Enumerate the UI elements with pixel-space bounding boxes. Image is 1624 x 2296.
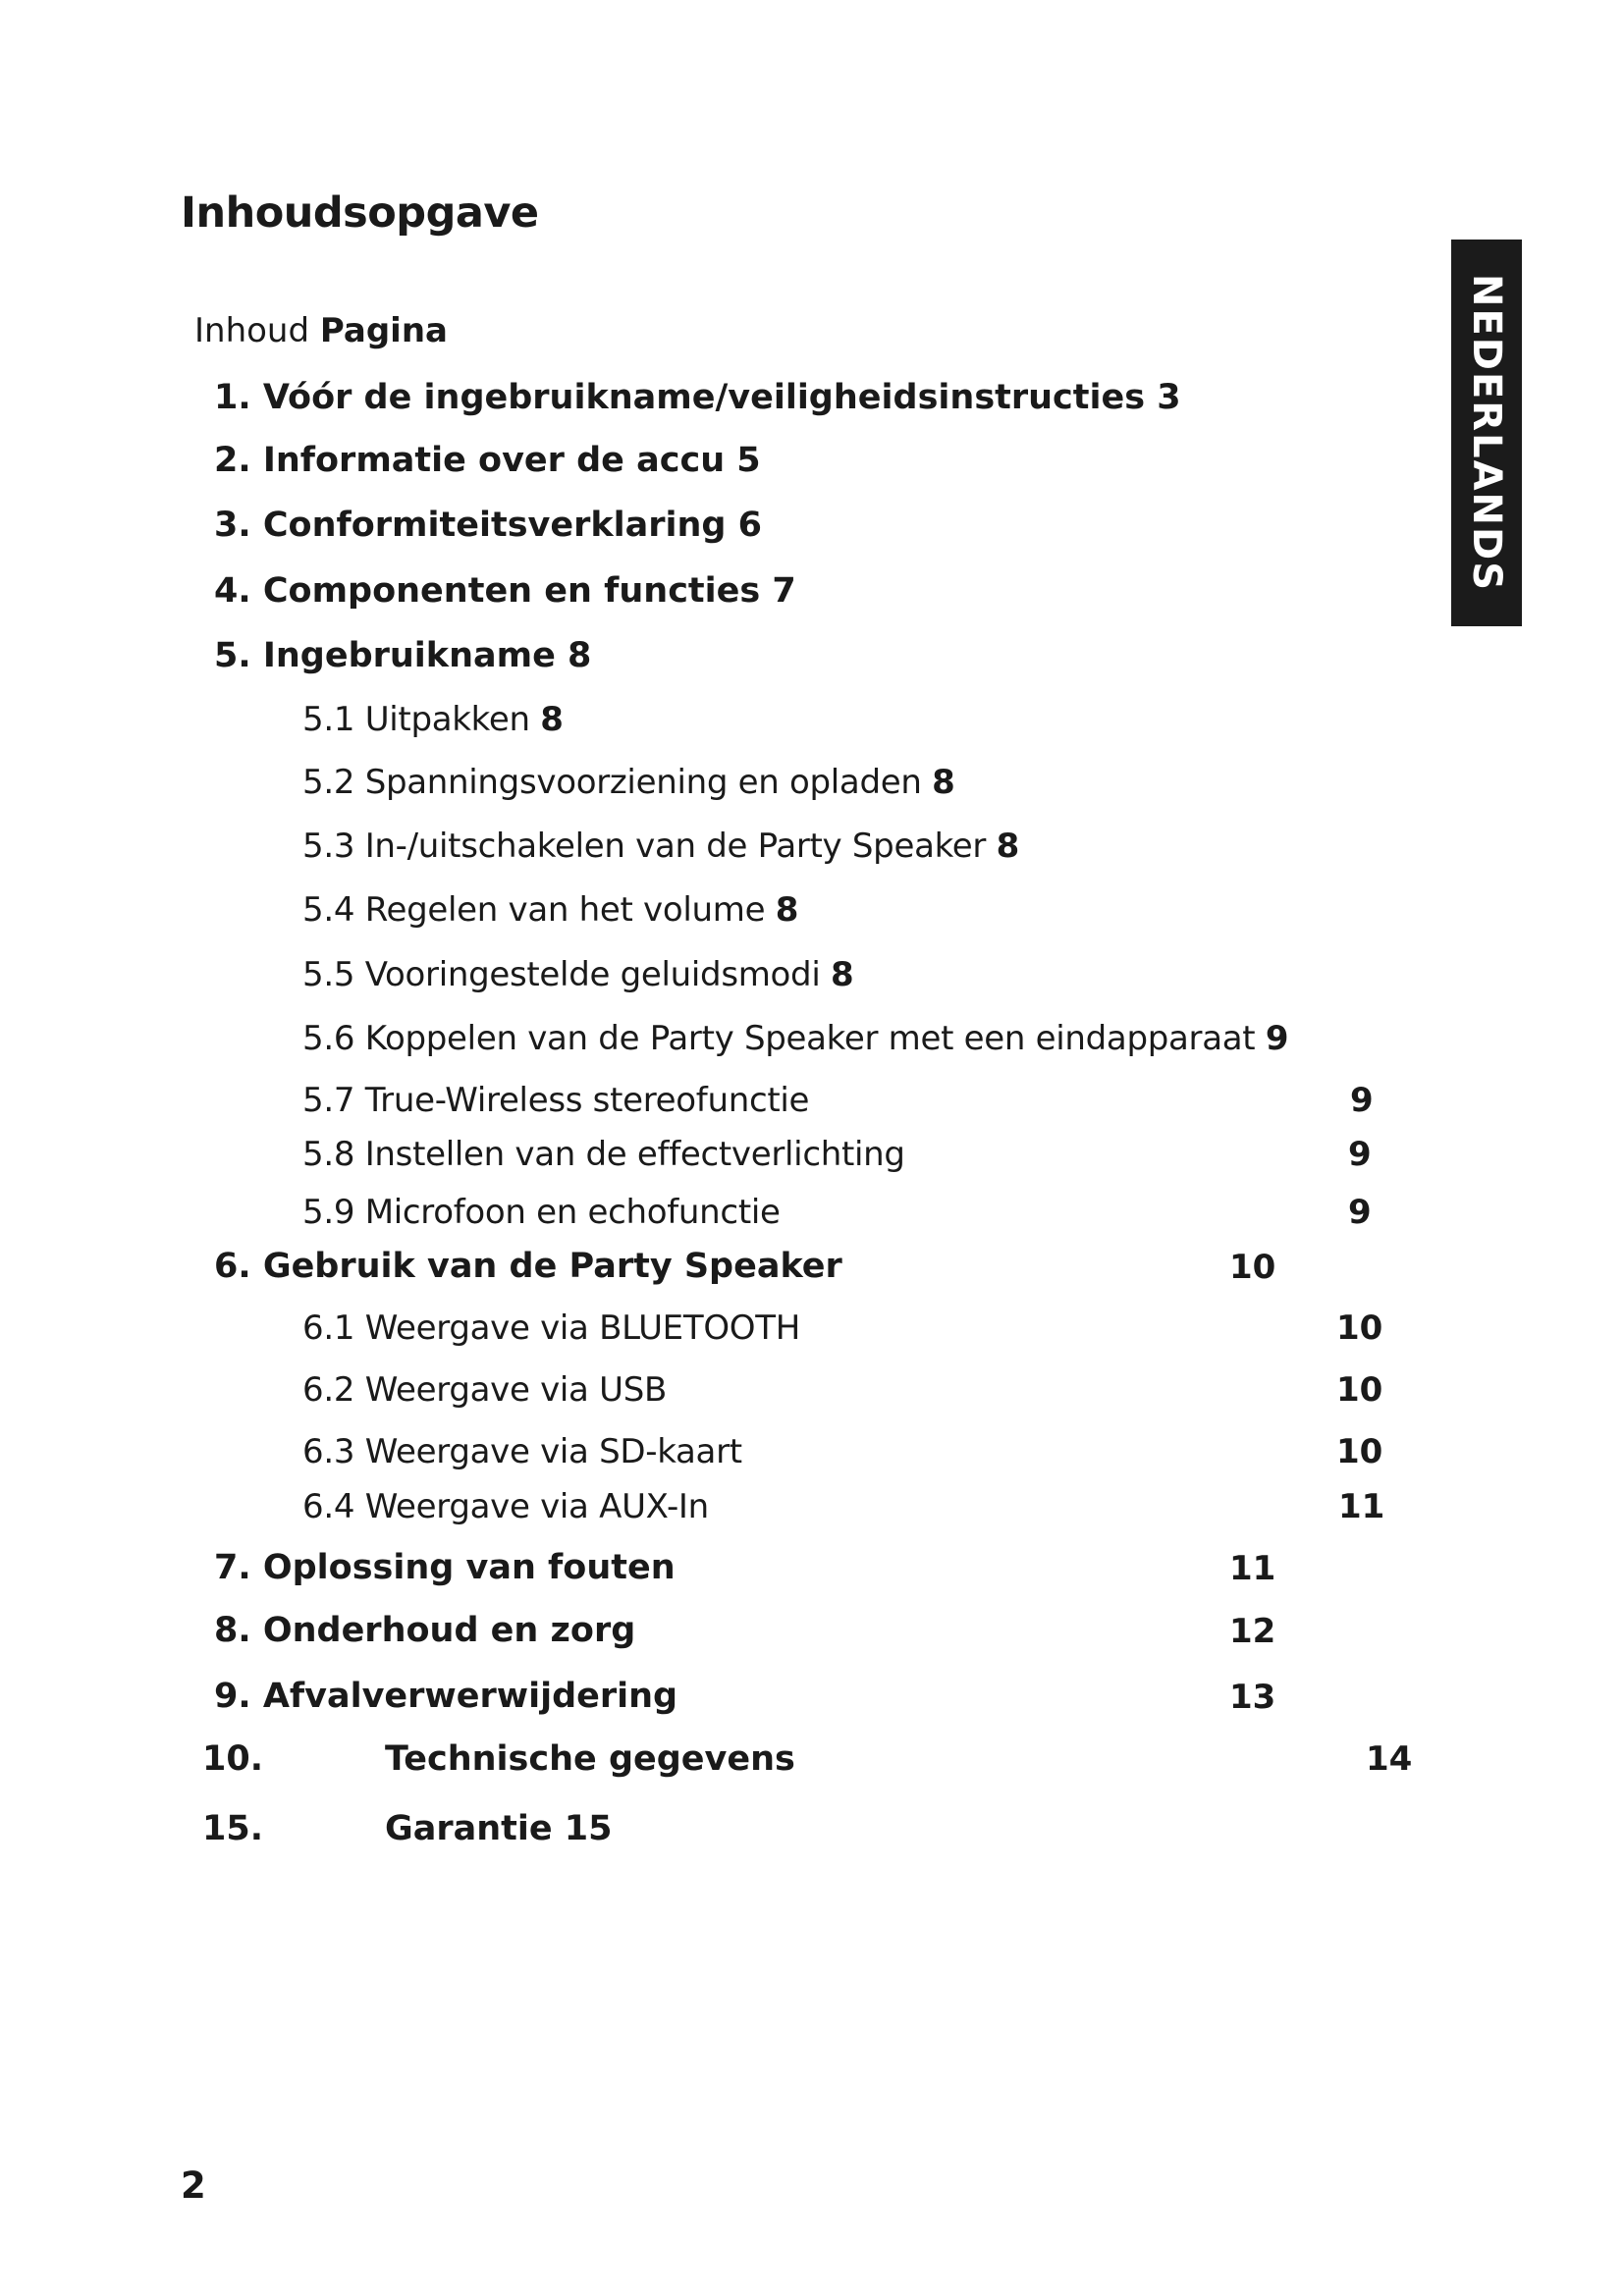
toc-entry-5-7[interactable]: 5.7 True-Wireless stereofunctie: [302, 1081, 810, 1120]
toc-entry-6-1[interactable]: 6.1 Weergave via BLUETOOTH: [302, 1308, 800, 1348]
toc-page-6-3: 10: [1336, 1432, 1383, 1471]
toc-entry-7[interactable]: 7. Oplossing van fouten: [214, 1548, 676, 1587]
toc-page-6: 10: [1229, 1248, 1276, 1287]
toc-entry-10-number: 10.: [202, 1739, 264, 1779]
toc-header: [194, 311, 448, 350]
toc-page-6-1: 10: [1336, 1308, 1383, 1348]
toc-page-6-2: 10: [1336, 1370, 1383, 1410]
toc-entry-5[interactable]: 5. Ingebruikname 8: [214, 636, 592, 675]
toc-entry-2[interactable]: 2. Informatie over de accu 5: [214, 441, 761, 480]
toc-entry-6-2[interactable]: 6.2 Weergave via USB: [302, 1370, 667, 1410]
page-title: Inhoudsopgave: [181, 188, 539, 238]
toc-entry-5-6[interactable]: 5.6 Koppelen van de Party Speaker met een eindapparaat 9: [302, 1019, 1289, 1058]
toc-entry-5-9[interactable]: 5.9 Microfoon en echofunctie: [302, 1193, 781, 1232]
toc-entry-1[interactable]: 1. Vóór de ingebruikname/veiligheidsinstructies 3: [214, 378, 1181, 417]
toc-page-9: 13: [1229, 1678, 1276, 1717]
toc-entry-5-2[interactable]: 5.2 Spanningsvoorziening en opladen 8: [302, 763, 955, 802]
toc-page-5-8: 9: [1348, 1135, 1372, 1174]
toc-header-left: Inhoud: [194, 311, 310, 350]
toc-entry-15[interactable]: Garantie 15: [385, 1809, 613, 1848]
toc-page-5-7: 9: [1350, 1081, 1374, 1120]
toc-entry-9[interactable]: 9. Afvalverwerwijdering: [214, 1677, 678, 1716]
toc-entry-6-4[interactable]: 6.4 Weergave via AUX-In: [302, 1487, 709, 1526]
toc-entry-5-1[interactable]: 5.1 Uitpakken 8: [302, 700, 564, 739]
toc-entry-5-3[interactable]: 5.3 In-/uitschakelen van de Party Speaker 8: [302, 827, 1019, 866]
toc-entry-10[interactable]: Technische gegevens: [385, 1739, 795, 1779]
toc-entry-8[interactable]: 8. Onderhoud en zorg: [214, 1611, 636, 1650]
toc-page-5-9: 9: [1348, 1193, 1372, 1232]
toc-header-right: Pagina: [319, 311, 448, 350]
toc-entry-3[interactable]: 3. Conformiteitsverklaring 6: [214, 506, 763, 545]
toc-entry-5-5[interactable]: 5.5 Vooringestelde geluidsmodi 8: [302, 955, 854, 994]
page-number: 2: [181, 2164, 206, 2207]
toc-entry-15-number: 15.: [202, 1809, 264, 1848]
toc-entry-4[interactable]: 4. Componenten en functies 7: [214, 571, 796, 611]
toc-page-7: 11: [1229, 1549, 1276, 1588]
toc-entry-6-3[interactable]: 6.3 Weergave via SD-kaart: [302, 1432, 742, 1471]
toc-entry-6[interactable]: 6. Gebruik van de Party Speaker: [214, 1247, 842, 1286]
toc-page-6-4: 11: [1338, 1487, 1385, 1526]
toc-entry-5-8[interactable]: 5.8 Instellen van de effectverlichting: [302, 1135, 905, 1174]
toc-entry-5-4[interactable]: 5.4 Regelen van het volume 8: [302, 890, 799, 930]
language-tab-label: NEDERLANDS: [1464, 273, 1509, 593]
toc-page-8: 12: [1229, 1612, 1276, 1651]
toc-page-10: 14: [1366, 1739, 1413, 1779]
